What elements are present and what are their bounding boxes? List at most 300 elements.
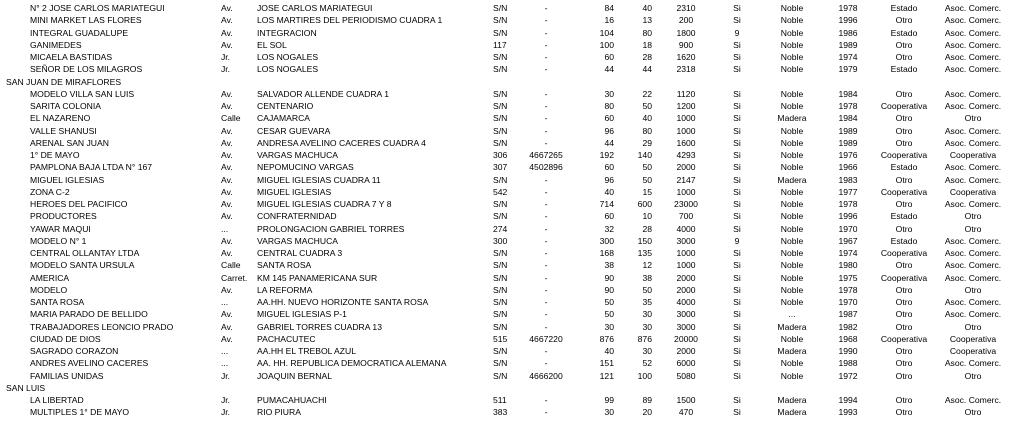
- district-heading: SAN JUAN DE MIRAFLORES: [6, 76, 122, 87]
- cell-a: 32: [604, 223, 614, 234]
- street-number: S/N: [493, 248, 508, 258]
- cell-h: Asoc. Comerc.: [944, 27, 1002, 38]
- cell-a: 714: [599, 199, 614, 209]
- cell-a: 44: [604, 64, 614, 75]
- cell-g: Estado: [890, 235, 918, 246]
- phone: -: [544, 39, 548, 50]
- cell-c: 1120: [676, 88, 696, 99]
- cell-c: 1600: [676, 137, 696, 148]
- cell-b: 80: [642, 125, 652, 136]
- cell-a: 60: [604, 52, 614, 62]
- street-number: 300: [493, 235, 508, 246]
- table-row: [0, 370, 1010, 382]
- cell-a: 38: [604, 260, 614, 271]
- street-number: S/N: [493, 3, 508, 13]
- cell-f: 1990: [838, 346, 858, 356]
- cell-a: 121: [599, 370, 614, 381]
- cell-g: Estado: [890, 162, 918, 173]
- street-number: S/N: [493, 52, 508, 62]
- cell-f: 1978: [838, 101, 858, 111]
- cell-e: Noble: [780, 52, 804, 62]
- phone: -: [544, 137, 548, 148]
- cell-b: 80: [642, 27, 652, 38]
- cell-a: 60: [604, 113, 614, 124]
- cell-f: 1970: [838, 297, 858, 307]
- cell-d: Si: [733, 113, 741, 124]
- street-type: Av.: [221, 186, 233, 197]
- cell-a: 168: [599, 248, 614, 258]
- market-name: MODELO VILLA SAN LUIS: [30, 88, 135, 99]
- cell-h: Otro: [964, 223, 982, 234]
- table-row: [0, 137, 1010, 149]
- phone: -: [544, 113, 548, 124]
- cell-b: 12: [642, 260, 652, 271]
- street-number: S/N: [493, 346, 508, 356]
- cell-f: 1994: [838, 395, 858, 405]
- street-type: Av.: [221, 235, 233, 246]
- cell-d: Si: [733, 358, 741, 369]
- cell-d: Si: [733, 186, 741, 197]
- cell-e: Noble: [780, 15, 804, 26]
- street-name: MIGUEL IGLESIAS P-1: [257, 309, 347, 320]
- cell-g: Otro: [895, 52, 913, 62]
- street-name: VARGAS MACHUCA: [257, 150, 339, 160]
- cell-d: 9: [734, 27, 740, 38]
- cell-g: Otro: [895, 125, 913, 136]
- cell-f: 1978: [838, 199, 858, 209]
- cell-h: Otro: [964, 370, 982, 381]
- cell-g: Otro: [895, 113, 913, 124]
- street-name: GABRIEL TORRES CUADRA 13: [257, 321, 382, 332]
- street-type: ...: [221, 346, 229, 356]
- table-row: [0, 161, 1010, 173]
- table-row: [0, 394, 1010, 406]
- cell-b: 13: [642, 15, 652, 26]
- phone: -: [544, 211, 548, 222]
- cell-a: 84: [604, 3, 614, 13]
- street-name: SANTA ROSA: [257, 260, 312, 271]
- cell-b: 600: [637, 199, 652, 209]
- street-name: SALVADOR ALLENDE CUADRA 1: [257, 88, 389, 99]
- market-name: MODELO N° 1: [30, 235, 87, 246]
- cell-g: Otro: [895, 223, 913, 234]
- cell-c: 200: [678, 15, 694, 26]
- cell-g: Otro: [895, 297, 913, 307]
- cell-d: Si: [733, 15, 741, 26]
- cell-e: Madera: [777, 321, 807, 332]
- cell-g: Otro: [895, 137, 913, 148]
- street-type: Jr.: [221, 52, 231, 62]
- cell-g: Otro: [895, 260, 913, 271]
- street-name: LA REFORMA: [257, 284, 313, 295]
- cell-a: 876: [599, 333, 614, 344]
- cell-g: Otro: [895, 370, 913, 381]
- cell-f: 1978: [838, 3, 858, 13]
- cell-d: Si: [733, 39, 741, 50]
- cell-e: Madera: [777, 407, 807, 418]
- cell-e: Noble: [780, 260, 804, 271]
- cell-b: 50: [642, 174, 652, 185]
- cell-h: Asoc. Comerc.: [944, 309, 1002, 320]
- cell-b: 89: [642, 395, 652, 405]
- cell-e: Madera: [777, 174, 807, 185]
- cell-e: Noble: [780, 150, 804, 160]
- street-name: MIGUEL IGLESIAS: [257, 186, 332, 197]
- market-name: PAMPLONA BAJA LTDA N° 167: [30, 162, 153, 173]
- street-type: ...: [221, 358, 229, 369]
- table-row: [0, 2, 1010, 14]
- cell-a: 96: [604, 174, 614, 185]
- street-name: VARGAS MACHUCA: [257, 235, 339, 246]
- street-number: S/N: [493, 358, 508, 369]
- cell-h: Asoc. Comerc.: [944, 162, 1002, 173]
- cell-g: Otro: [895, 395, 913, 405]
- phone: -: [544, 186, 548, 197]
- phone: -: [544, 174, 548, 185]
- cell-d: Si: [733, 370, 741, 381]
- cell-g: Estado: [890, 64, 918, 75]
- cell-h: Cooperativa: [949, 186, 997, 197]
- street-type: Av.: [221, 137, 233, 148]
- cell-b: 40: [642, 113, 652, 124]
- table-row: [0, 100, 1010, 112]
- cell-f: 1989: [838, 137, 858, 148]
- street-number: 515: [493, 333, 508, 344]
- cell-g: Cooperativa: [880, 272, 928, 283]
- phone: -: [544, 223, 548, 234]
- cell-b: 35: [642, 297, 652, 307]
- street-name: CESAR GUEVARA: [257, 125, 331, 136]
- table-row: [0, 125, 1010, 137]
- cell-c: 4000: [676, 297, 696, 307]
- street-name: PUMACAHUACHI: [257, 395, 327, 405]
- street-type: ...: [221, 223, 229, 234]
- table-row: [0, 51, 1010, 63]
- market-name: YAWAR MAQUI: [30, 223, 91, 234]
- cell-b: 30: [642, 346, 652, 356]
- street-type: Calle: [221, 260, 241, 271]
- cell-a: 100: [599, 39, 614, 50]
- street-number: S/N: [493, 88, 508, 99]
- cell-c: 1000: [676, 260, 696, 271]
- table-row: [0, 259, 1010, 271]
- cell-h: Cooperativa: [949, 346, 997, 356]
- cell-h: Otro: [964, 211, 982, 222]
- cell-f: 1989: [838, 39, 858, 50]
- cell-h: Asoc. Comerc.: [944, 3, 1002, 13]
- cell-a: 60: [604, 211, 614, 222]
- street-number: S/N: [493, 113, 508, 124]
- cell-d: Si: [733, 297, 741, 307]
- street-number: 383: [493, 407, 508, 418]
- cell-e: Noble: [780, 186, 804, 197]
- market-name: MODELO SANTA URSULA: [30, 260, 135, 271]
- cell-f: 1986: [838, 27, 858, 38]
- phone: -: [544, 272, 548, 283]
- cell-e: Noble: [780, 370, 804, 381]
- table-row: [0, 198, 1010, 210]
- cell-d: Si: [733, 223, 741, 234]
- table-row: [0, 272, 1010, 284]
- street-number: S/N: [493, 199, 508, 209]
- street-name: JOAQUIN BERNAL: [257, 370, 332, 381]
- cell-f: 1984: [838, 113, 858, 124]
- cell-b: 29: [642, 137, 652, 148]
- cell-f: 1979: [838, 64, 858, 75]
- market-name: HEROES DEL PACIFICO: [30, 199, 128, 209]
- cell-c: 3000: [676, 321, 696, 332]
- cell-e: Noble: [780, 27, 804, 38]
- market-name: MINI MARKET LAS FLORES: [30, 15, 142, 26]
- cell-b: 150: [637, 235, 652, 246]
- table-row: [0, 308, 1010, 320]
- market-name: SEÑOR DE LOS MILAGROS: [30, 64, 143, 75]
- table-row: [0, 149, 1010, 161]
- street-name: PROLONGACION GABRIEL TORRES: [257, 223, 405, 234]
- cell-a: 192: [599, 150, 614, 160]
- cell-e: Noble: [780, 137, 804, 148]
- phone: -: [544, 64, 548, 75]
- cell-d: Si: [733, 137, 741, 148]
- cell-g: Estado: [890, 211, 918, 222]
- street-type: Av.: [221, 309, 233, 320]
- cell-e: ...: [788, 309, 796, 320]
- cell-c: 1000: [676, 248, 696, 258]
- cell-f: 1970: [838, 223, 858, 234]
- cell-d: Si: [733, 272, 741, 283]
- phone: -: [544, 358, 548, 369]
- cell-e: Noble: [780, 39, 804, 50]
- cell-b: 140: [637, 150, 652, 160]
- cell-d: Si: [733, 284, 741, 295]
- cell-f: 1977: [838, 186, 858, 197]
- market-name: PRODUCTORES: [30, 211, 97, 222]
- market-name: FAMILIAS UNIDAS: [30, 370, 104, 381]
- street-name: MIGUEL IGLESIAS CUADRA 11: [257, 174, 381, 185]
- market-name: ARENAL SAN JUAN: [30, 137, 109, 148]
- table-row: [0, 14, 1010, 26]
- cell-f: 1980: [838, 260, 858, 271]
- cell-c: 1200: [676, 101, 696, 111]
- cell-a: 96: [604, 125, 614, 136]
- street-number: S/N: [493, 297, 508, 307]
- phone: -: [544, 321, 548, 332]
- street-name: AA.HH. NUEVO HORIZONTE SANTA ROSA: [257, 297, 429, 307]
- cell-b: 100: [637, 370, 652, 381]
- cell-g: Estado: [890, 3, 918, 13]
- cell-b: 22: [642, 88, 652, 99]
- street-name: CONFRATERNIDAD: [257, 211, 337, 222]
- table-row: [0, 63, 1010, 75]
- cell-g: Cooperativa: [880, 186, 928, 197]
- cell-a: 60: [604, 162, 614, 173]
- cell-a: 30: [604, 321, 614, 332]
- cell-g: Otro: [895, 88, 913, 99]
- cell-a: 16: [604, 15, 614, 26]
- street-type: ...: [221, 297, 229, 307]
- cell-h: Asoc. Comerc.: [944, 248, 1002, 258]
- street-number: 307: [493, 162, 508, 173]
- cell-f: 1984: [838, 88, 858, 99]
- cell-a: 30: [604, 88, 614, 99]
- table-row: [0, 27, 1010, 39]
- cell-h: Asoc. Comerc.: [944, 260, 1002, 271]
- cell-h: Asoc. Comerc.: [944, 395, 1002, 405]
- cell-c: 4293: [676, 150, 696, 160]
- cell-e: Noble: [780, 272, 804, 283]
- cell-h: Asoc. Comerc.: [944, 39, 1002, 50]
- market-name: GANIMEDES: [30, 39, 82, 50]
- cell-e: Noble: [780, 162, 804, 173]
- street-number: S/N: [493, 309, 508, 320]
- market-name: VALLE SHANUSI: [30, 125, 97, 136]
- phone: 4667220: [529, 333, 563, 344]
- phone: -: [544, 3, 548, 13]
- street-number: S/N: [493, 272, 508, 283]
- cell-a: 90: [604, 272, 614, 283]
- street-name: JOSE CARLOS MARIATEGUI: [257, 3, 373, 13]
- phone: -: [544, 284, 548, 295]
- cell-c: 20000: [674, 333, 698, 344]
- table-row: [0, 333, 1010, 345]
- street-number: S/N: [493, 321, 508, 332]
- cell-d: Si: [733, 88, 741, 99]
- cell-f: 1982: [838, 321, 858, 332]
- phone: -: [544, 88, 548, 99]
- cell-e: Noble: [780, 211, 804, 222]
- cell-g: Otro: [895, 309, 913, 320]
- cell-c: 1000: [676, 186, 696, 197]
- street-type: Av.: [221, 162, 233, 173]
- cell-h: Otro: [964, 407, 982, 418]
- cell-f: 1996: [838, 15, 858, 26]
- street-name: RIO PIURA: [257, 407, 301, 418]
- street-number: S/N: [493, 27, 508, 38]
- table-row: [0, 210, 1010, 222]
- cell-f: 1974: [838, 248, 858, 258]
- cell-b: 20: [642, 407, 652, 418]
- phone: 4667265: [529, 150, 563, 160]
- cell-d: Si: [733, 395, 741, 405]
- cell-d: Si: [733, 346, 741, 356]
- cell-c: 700: [678, 211, 694, 222]
- phone: -: [544, 15, 548, 26]
- market-name: MICAELA BASTIDAS: [30, 52, 113, 62]
- cell-e: Noble: [780, 3, 804, 13]
- cell-g: Otro: [895, 199, 913, 209]
- street-number: S/N: [493, 64, 508, 75]
- cell-c: 2318: [676, 64, 696, 75]
- market-name: 1° DE MAYO: [30, 150, 80, 160]
- cell-b: 40: [642, 3, 652, 13]
- cell-e: Noble: [780, 235, 804, 246]
- street-name: LOS NOGALES: [257, 64, 319, 75]
- cell-c: 4000: [676, 223, 696, 234]
- cell-d: Si: [733, 64, 741, 75]
- cell-f: 1974: [838, 52, 858, 62]
- cell-c: 1500: [676, 395, 696, 405]
- street-type: Jr.: [221, 395, 231, 405]
- street-number: S/N: [493, 15, 508, 26]
- cell-a: 50: [604, 309, 614, 320]
- table-row: [0, 174, 1010, 186]
- cell-h: Asoc. Comerc.: [944, 101, 1002, 111]
- cell-e: Noble: [780, 88, 804, 99]
- street-type: Jr.: [221, 407, 231, 418]
- table-row: [0, 39, 1010, 51]
- cell-f: 1983: [838, 174, 858, 185]
- street-number: S/N: [493, 174, 508, 185]
- street-number: S/N: [493, 370, 508, 381]
- cell-f: 1993: [838, 407, 858, 418]
- cell-e: Madera: [777, 395, 807, 405]
- cell-d: Si: [733, 162, 741, 173]
- phone: -: [544, 27, 548, 38]
- cell-e: Noble: [780, 64, 804, 75]
- market-name: MODELO: [30, 284, 68, 295]
- table-row: [0, 357, 1010, 369]
- cell-c: 3000: [676, 309, 696, 320]
- phone: -: [544, 235, 548, 246]
- cell-d: 9: [734, 235, 740, 246]
- table-row: [0, 345, 1010, 357]
- phone: -: [544, 260, 548, 271]
- table-row: [0, 247, 1010, 259]
- cell-c: 23000: [674, 199, 698, 209]
- cell-h: Asoc. Comerc.: [944, 199, 1002, 209]
- street-type: Carret.: [221, 272, 248, 283]
- street-number: 117: [493, 39, 507, 50]
- cell-a: 50: [604, 297, 614, 307]
- cell-a: 151: [599, 358, 614, 369]
- cell-d: Si: [733, 333, 741, 344]
- market-name: CIUDAD DE DIOS: [30, 333, 101, 344]
- cell-e: Noble: [780, 125, 804, 136]
- cell-f: 1972: [838, 370, 858, 381]
- cell-c: 470: [678, 407, 694, 418]
- street-type: Calle: [221, 113, 241, 124]
- street-number: S/N: [493, 260, 508, 271]
- street-type: Av.: [221, 15, 233, 26]
- market-name: ANDRES AVELINO CACERES: [30, 358, 149, 369]
- cell-g: Cooperativa: [880, 248, 928, 258]
- cell-c: 3000: [676, 235, 696, 246]
- street-name: ANDRESA AVELINO CACERES CUADRA 4: [257, 137, 426, 148]
- cell-d: Si: [733, 101, 741, 111]
- phone: -: [544, 407, 548, 418]
- cell-g: Otro: [895, 321, 913, 332]
- cell-g: Cooperativa: [880, 101, 928, 111]
- market-name: MIGUEL IGLESIAS: [30, 174, 105, 185]
- cell-b: 38: [642, 272, 652, 283]
- cell-c: 1000: [676, 125, 696, 136]
- cell-b: 10: [642, 211, 652, 222]
- cell-d: Si: [733, 211, 741, 222]
- street-type: Av.: [221, 174, 233, 185]
- cell-d: Si: [733, 260, 741, 271]
- cell-a: 44: [604, 137, 614, 148]
- phone: -: [544, 248, 548, 258]
- cell-a: 104: [599, 27, 614, 38]
- phone: -: [544, 199, 548, 209]
- cell-h: Asoc. Comerc.: [944, 297, 1002, 307]
- cell-g: Cooperativa: [880, 150, 928, 160]
- street-type: Av.: [221, 3, 233, 13]
- street-name: CENTRAL CUADRA 3: [257, 248, 343, 258]
- cell-f: 1987: [838, 309, 858, 320]
- cell-d: Si: [733, 309, 741, 320]
- market-name: EL NAZARENO: [30, 113, 91, 124]
